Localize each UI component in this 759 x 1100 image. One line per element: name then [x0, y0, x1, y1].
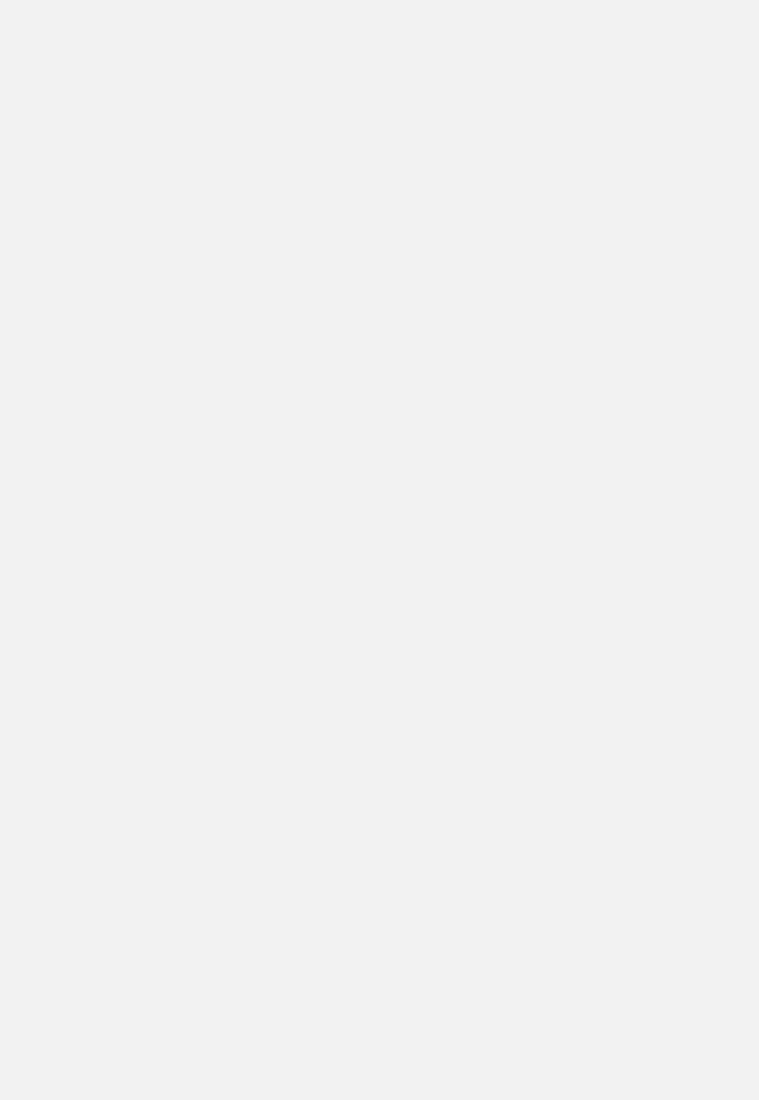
lower-text-block	[95, 700, 715, 1045]
upper-right-text-block	[37, 32, 649, 687]
